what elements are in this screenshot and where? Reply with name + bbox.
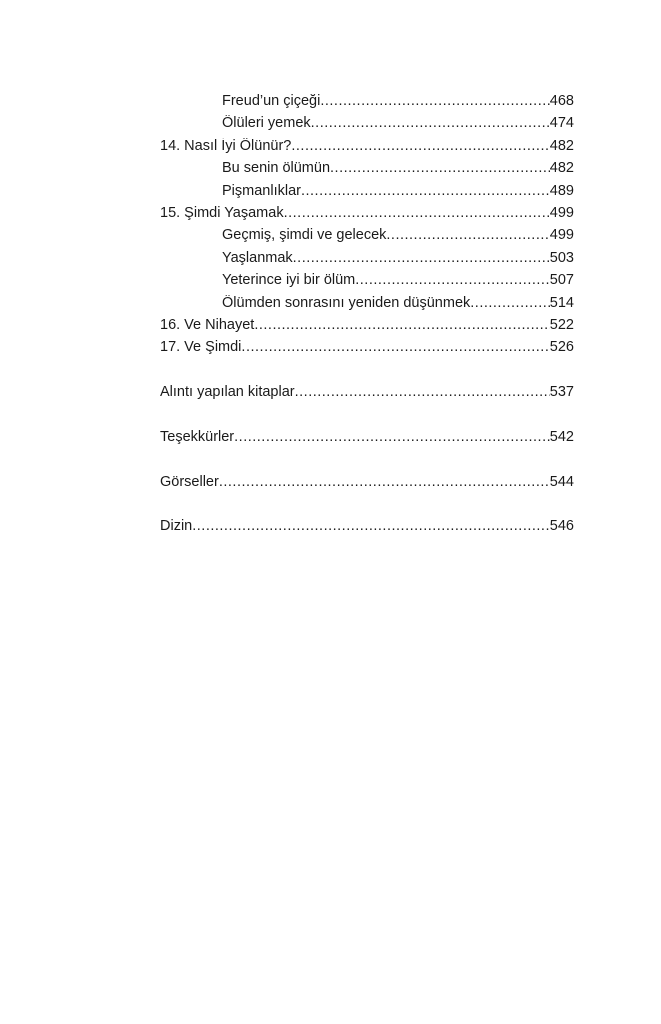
toc-backmatter-page: 537 xyxy=(549,384,574,401)
toc-entry-title: Ölüleri yemek xyxy=(222,115,311,132)
toc-chapter xyxy=(160,339,574,361)
toc-chapter-page: 482 xyxy=(549,137,574,154)
toc-dot-leader xyxy=(330,160,550,176)
toc-dot-leader xyxy=(192,518,550,534)
toc-dot-leader xyxy=(355,272,550,288)
toc-entry xyxy=(160,227,574,249)
toc-entry xyxy=(160,250,574,272)
toc-backmatter-title: Dizin xyxy=(160,518,193,535)
toc-entry-title: Yaşlanmak xyxy=(222,249,293,266)
toc-backmatter xyxy=(160,474,574,496)
toc-entry xyxy=(160,272,574,294)
toc-entry xyxy=(160,160,574,182)
toc-chapter xyxy=(160,138,574,160)
toc-entry-page: 507 xyxy=(549,272,574,289)
toc-chapter-title: 15. Şimdi Yaşamak xyxy=(160,204,284,221)
toc-backmatter-page: 544 xyxy=(549,473,574,490)
toc-chapter xyxy=(160,317,574,339)
toc-chapter-page: 522 xyxy=(549,316,574,333)
toc-backmatter-page: 546 xyxy=(549,518,574,535)
toc-entry-page: 474 xyxy=(549,115,574,132)
toc-backmatter-title: Teşekkürler xyxy=(160,428,235,445)
toc-dot-leader xyxy=(301,183,550,199)
toc-dot-leader xyxy=(386,227,549,243)
toc-chapter-title: 16. Ve Nihayet xyxy=(160,316,255,333)
toc-dot-leader xyxy=(291,138,549,154)
toc-backmatter xyxy=(160,429,574,451)
toc-chapter-page: 526 xyxy=(549,339,574,356)
toc-dot-leader xyxy=(254,317,549,333)
toc-backmatter-title: Görseller xyxy=(160,473,219,490)
toc-entry-page: 468 xyxy=(549,93,574,109)
toc-chapter-title: 14. Nasıl İyi Ölünür? xyxy=(160,137,292,154)
toc-entry xyxy=(160,115,574,137)
toc-dot-leader xyxy=(219,474,550,490)
toc-entry-page: 514 xyxy=(549,294,574,311)
toc-chapter xyxy=(160,205,574,227)
toc-entry-title: Ölümden sonrasını yeniden düşünmek xyxy=(222,294,471,311)
toc-dot-leader xyxy=(293,250,550,266)
toc-entry-title: Bu senin ölümün xyxy=(222,160,331,177)
toc-dot-leader xyxy=(320,93,549,109)
toc-entry-page: 503 xyxy=(549,249,574,266)
toc-dot-leader xyxy=(234,429,550,445)
table-of-contents xyxy=(160,93,574,541)
toc-chapter-title: 17. Ve Şimdi xyxy=(160,339,242,356)
toc-dot-leader xyxy=(284,205,550,221)
toc-chapter-page: 499 xyxy=(549,204,574,221)
toc-entry-title: Freud’un çiçeği xyxy=(222,93,321,109)
toc-backmatter xyxy=(160,384,574,406)
toc-entry-title: Pişmanlıklar xyxy=(222,182,301,199)
toc-entry-page: 482 xyxy=(549,160,574,177)
toc-backmatter xyxy=(160,518,574,540)
toc-entry-title: Geçmiş, şimdi ve gelecek xyxy=(222,227,387,244)
toc-entry-page: 499 xyxy=(549,227,574,244)
toc-entry-title: Yeterince iyi bir ölüm xyxy=(222,272,356,289)
toc-dot-leader xyxy=(470,295,550,311)
toc-entry xyxy=(160,295,574,317)
toc-dot-leader xyxy=(241,339,549,355)
toc-dot-leader xyxy=(311,115,550,131)
toc-dot-leader xyxy=(295,384,550,400)
toc-entry xyxy=(160,93,574,115)
toc-entry-page: 489 xyxy=(549,182,574,199)
toc-backmatter-page: 542 xyxy=(549,428,574,445)
toc-backmatter-title: Alıntı yapılan kitaplar xyxy=(160,384,295,401)
toc-entry xyxy=(160,183,574,205)
